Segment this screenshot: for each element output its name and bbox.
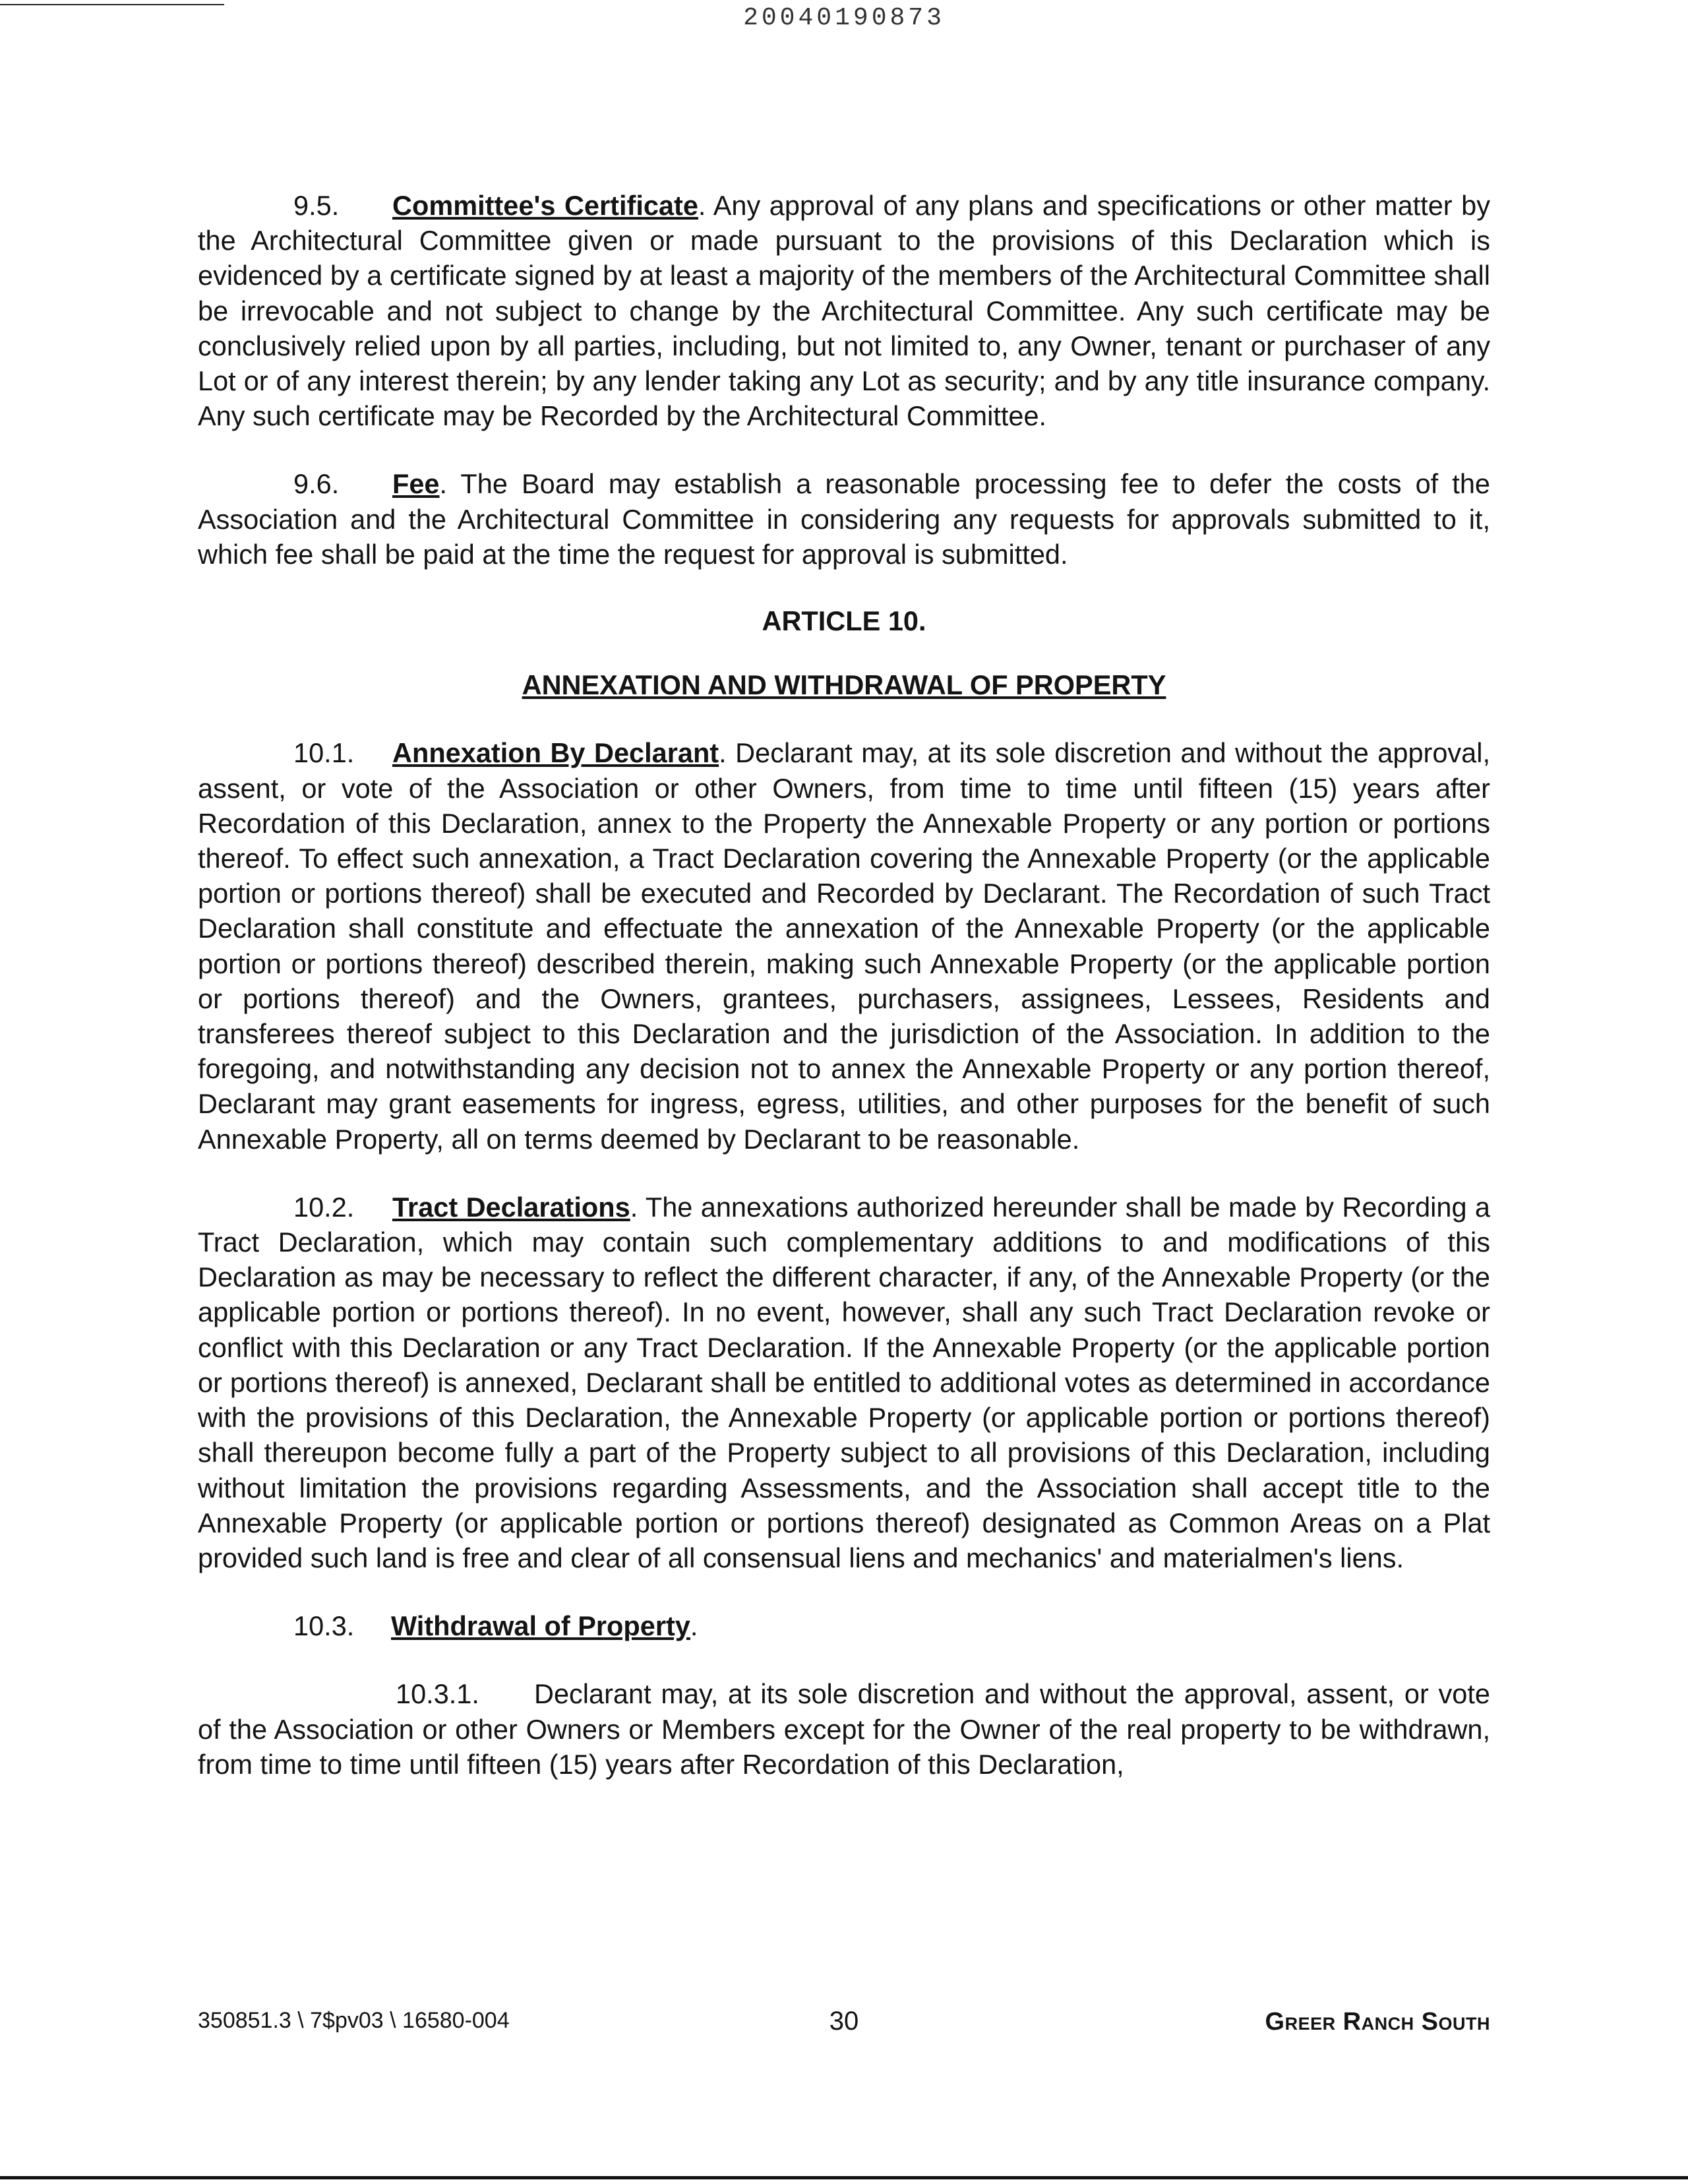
section-9-6: [198, 466, 1490, 572]
section-number: 9.6.: [293, 468, 340, 500]
section-number: 10.1.: [293, 737, 355, 769]
section-10-1: [198, 735, 1490, 1156]
section-9-5: [198, 188, 1490, 433]
section-heading: Withdrawal of Property: [391, 1610, 690, 1642]
section-number: 10.2.: [293, 1191, 355, 1223]
section-text: Declarant may, at its sole discretion and without the approval, assent, or vote of the Association or other Owners or Members except for the Owner of the real property to be withdrawn, from time to time until fifteen (15) years after Recordation of this Declaration,: [198, 1678, 1490, 1780]
section-heading: Annexation By Declarant: [392, 737, 719, 769]
section-text: . Declarant may, at its sole discretion and without the approval, assent, or vote of the Association or other Owners, from time to time until fifteen (15) years after Recordation of this Declaration, annex to the Property the Annexable Property or any portion or portions thereof. To effect such annexation, a Tract Declaration covering the Annexable Property (or the applicable portion or portions thereof) shall be executed and Recorded by Declarant. The Recordation of such Tract Declaration shall constitute and effectuate the annexation of the Annexable Property (or the applicable portion or portions thereof) described therein, making such Annexable Property (or the applicable portion or portions thereof) and the Owners, grantees, purchasers, assignees, Lessees, Residents and transferees thereof subject to this Declaration and the jurisdiction of the Association. In addition to the foregoing, and notwithstanding any decision not to annex the Annexable Property or any portion thereof, Declarant may grant easements for ingress, egress, utilities, and other purposes for the benefit of such Annexable Property, all on terms deemed by Declarant to be reasonable.: [198, 737, 1490, 1155]
section-10-3-1: [198, 1676, 1490, 1782]
section-number: 10.3.1.: [396, 1678, 479, 1710]
section-text: . Any approval of any plans and specifications or other matter by the Architectural Committee given or made pursuant to the provisions of this Declaration which is evidenced by a certificate signed by at least a majority of the members of the Architectural Committee shall be irrevocable and not subject to change by the Architectural Committee. Any such certificate may be conclusively relied upon by all parties, including, but not limited to, any Owner, tenant or purchaser of any Lot or of any interest therein; by any lender taking any Lot as security; and by any title insurance company. Any such certificate may be Recorded by the Architectural Committee.: [198, 190, 1490, 432]
section-text: . The annexations authorized hereunder shall be made by Recording a Tract Declaration, which may contain such complementary additions to and modifications of this Declaration as may be necessary to reflect the different character, if any, of the Annexable Property (or the applicable portion or portions thereof). In no event, however, shall any such Tract Declaration revoke or conflict with this Declaration or any Tract Declaration. If the Annexable Property (or the applicable portion or portions thereof) is annexed, Declarant shall be entitled to additional votes as determined in accordance with the provisions of this Declaration, the Annexable Property (or applicable portion or portions thereof) shall thereupon become fully a part of the Property subject to all provisions of this Declaration, including without limitation the provisions regarding Assessments, and the Association shall accept title to the Annexable Property (or applicable portion or portions thereof) designated as Common Areas on a Plat provided such land is free and clear of all consensual liens and mechanics' and materialmen's liens.: [198, 1191, 1490, 1573]
footer-document-reference: 350851.3 \ 7$pv03 \ 16580-004: [198, 2008, 510, 2033]
recording-number: 20040190873: [743, 4, 945, 32]
section-number: 10.3.: [293, 1610, 355, 1642]
page-footer: [198, 2008, 1490, 2041]
footer-project-name: Greer Ranch South: [1265, 2008, 1490, 2036]
section-10-2: [198, 1190, 1490, 1575]
article-label: ARTICLE 10.: [762, 605, 926, 637]
bottom-edge-rule: [0, 2176, 1688, 2179]
section-heading: Tract Declarations: [392, 1191, 630, 1223]
section-text: . The Board may establish a reasonable processing fee to defer the costs of the Association and the Architectural Committee in considering any requests for approvals submitted to it, which fee shall be paid at the time the request for approval is submitted.: [198, 468, 1490, 570]
section-heading: Committee's Certificate: [392, 190, 698, 221]
page-number: 30: [829, 2007, 859, 2036]
section-text: .: [690, 1610, 698, 1642]
section-heading: Fee: [392, 468, 440, 500]
article-title: ANNEXATION AND WITHDRAWAL OF PROPERTY: [522, 669, 1166, 701]
section-10-3: [198, 1608, 1490, 1643]
document-body: [198, 188, 1490, 1782]
section-number: 9.5.: [293, 190, 340, 221]
